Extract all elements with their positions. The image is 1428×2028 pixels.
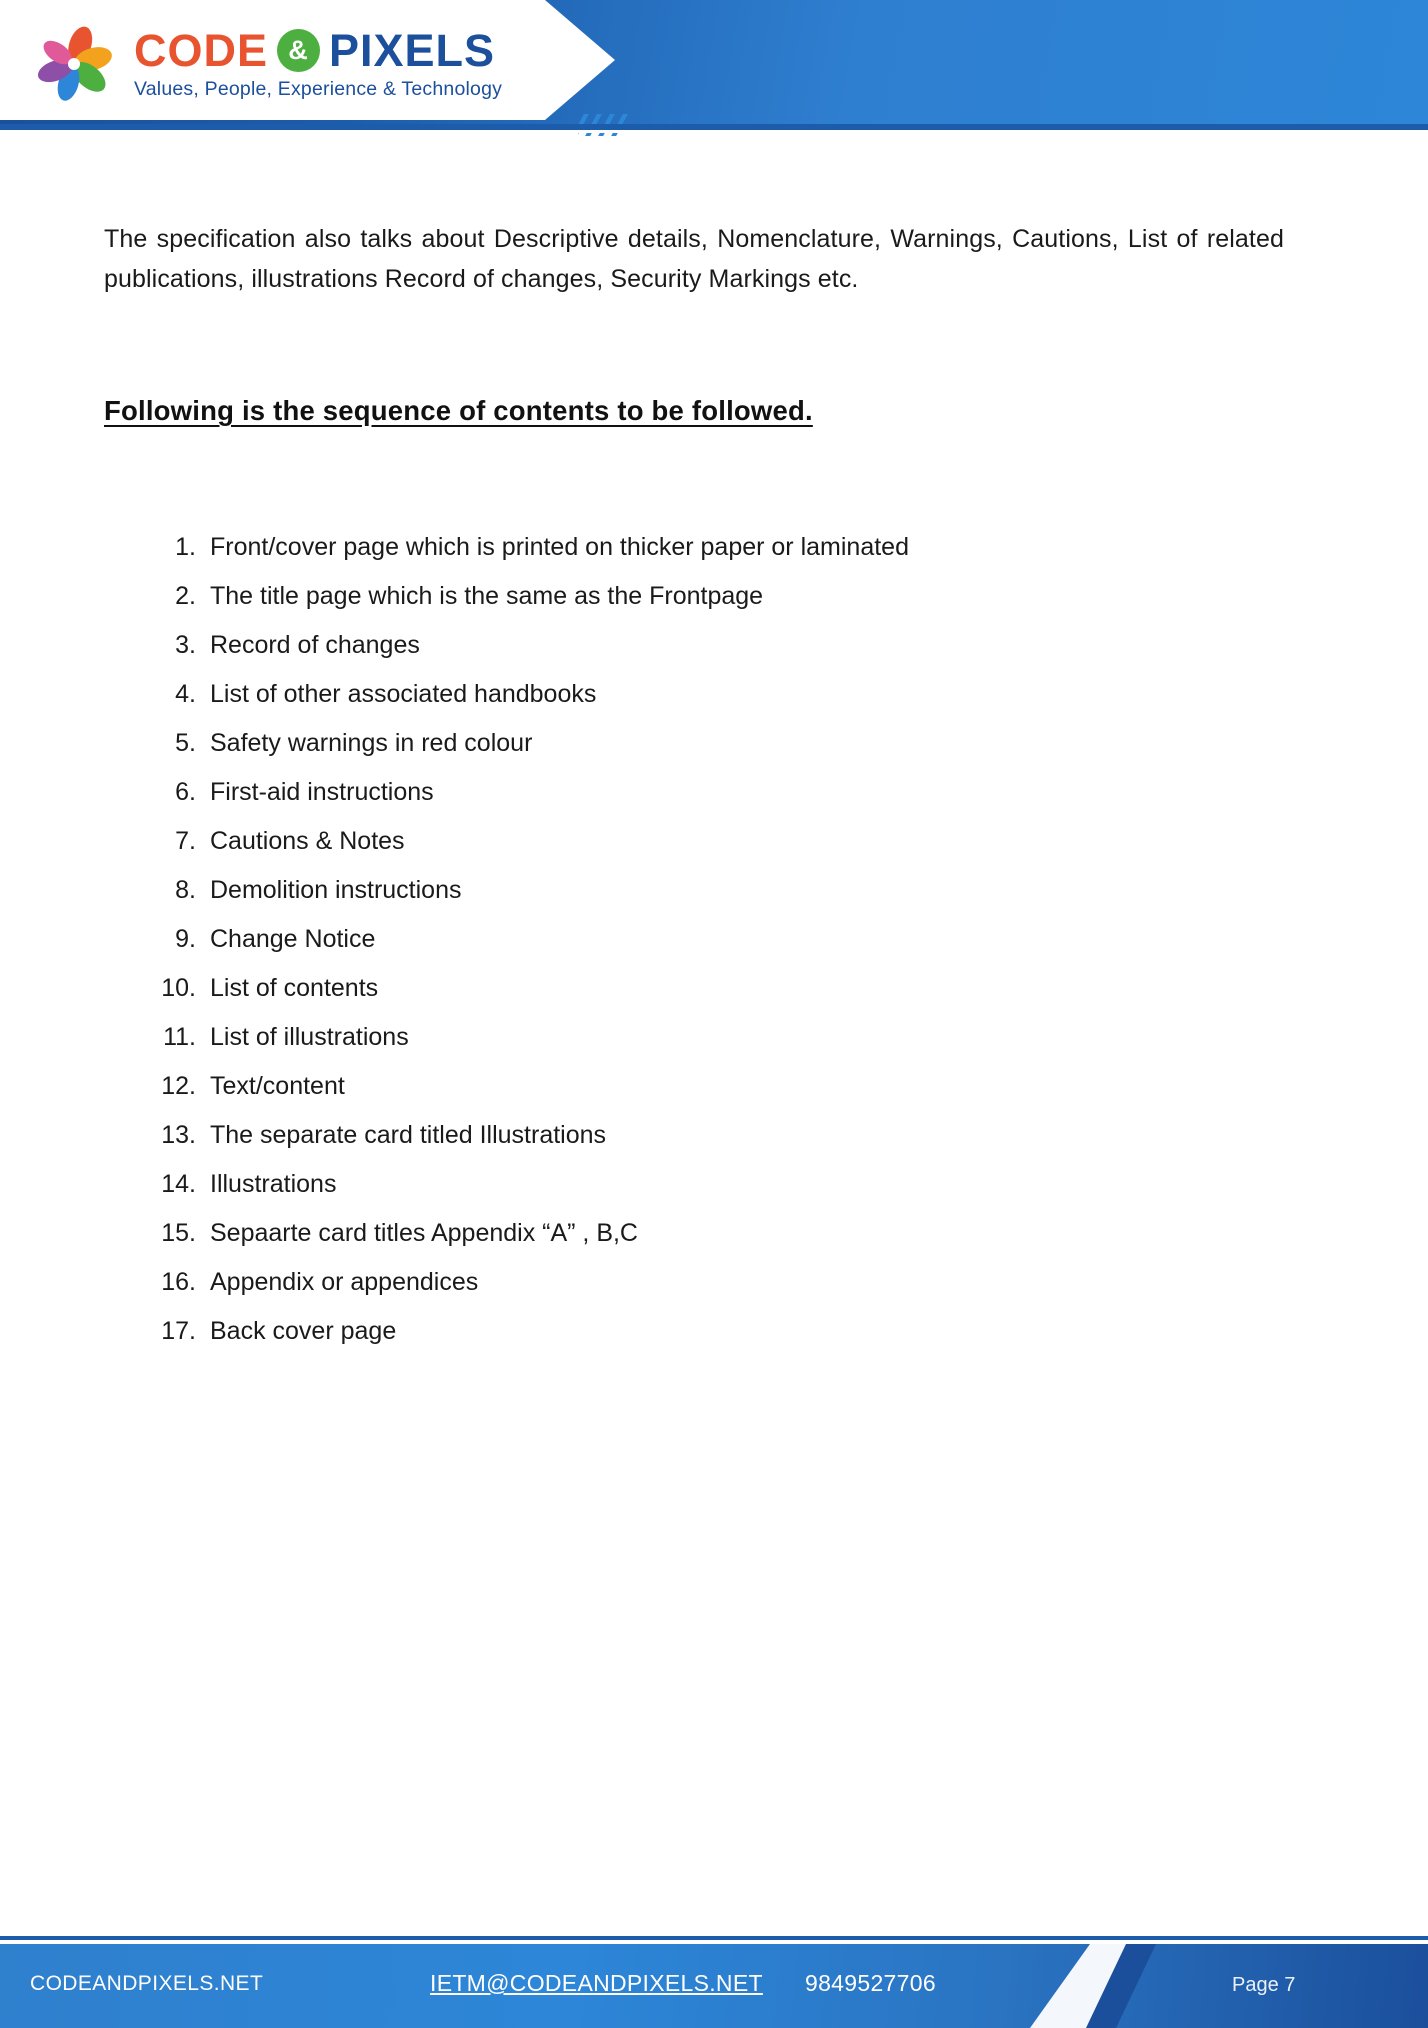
list-item: Demolition instructions bbox=[210, 876, 462, 904]
logo-word-code: CODE bbox=[134, 25, 269, 77]
pinwheel-logo-icon bbox=[28, 18, 120, 110]
logo-word-pixels: PIXELS bbox=[329, 25, 496, 77]
page-header bbox=[0, 0, 1428, 140]
brand-logo[interactable] bbox=[28, 18, 502, 110]
list-item: Change Notice bbox=[210, 925, 376, 953]
logo-tagline: Values, People, Experience & Technology bbox=[134, 78, 503, 101]
list-item: Text/content bbox=[210, 1072, 345, 1100]
list-item: Appendix or appendices bbox=[210, 1268, 479, 1296]
list-item: Back cover page bbox=[210, 1317, 397, 1345]
list-item: Safety warnings in red colour bbox=[210, 729, 533, 757]
page-footer bbox=[0, 1936, 1428, 2028]
sequence-list bbox=[104, 535, 1304, 1368]
page-content bbox=[104, 220, 1304, 1368]
footer-website[interactable]: CODEANDPIXELS.NET bbox=[30, 1972, 264, 1995]
list-item: Record of changes bbox=[210, 631, 420, 659]
section-heading: Following is the sequence of contents to be followed. bbox=[104, 395, 813, 426]
logo-ampersand-icon: & bbox=[277, 29, 320, 72]
footer-rule bbox=[0, 1936, 1428, 1940]
intro-paragraph: The specification also talks about Descriptive details, Nomenclature, Warnings, Cautions, List of related publications, illustrations Record of changes, Security Markings etc. bbox=[104, 225, 1284, 293]
brand-wordmark bbox=[134, 25, 503, 101]
list-item: Illustrations bbox=[210, 1170, 337, 1198]
footer-email-link[interactable]: IETM@CODEANDPIXELS.NET bbox=[430, 1970, 763, 1996]
footer-page-number: Page 7 bbox=[1232, 1974, 1296, 1996]
list-item: The title page which is the same as the Frontpage bbox=[210, 582, 764, 610]
footer-phone[interactable]: 9849527706 bbox=[805, 1970, 936, 1996]
header-rule-inner bbox=[0, 130, 1428, 133]
list-item: List of illustrations bbox=[210, 1023, 409, 1051]
list-item: List of other associated handbooks bbox=[210, 680, 597, 708]
list-item: The separate card titled Illustrations bbox=[210, 1121, 607, 1149]
list-item: Front/cover page which is printed on thicker paper or laminated bbox=[210, 533, 909, 561]
list-item: List of contents bbox=[210, 974, 379, 1002]
list-item: First-aid instructions bbox=[210, 778, 434, 806]
list-item: Cautions & Notes bbox=[210, 827, 405, 855]
list-item: Sepaarte card titles Appendix “A” , B,C bbox=[210, 1219, 638, 1247]
